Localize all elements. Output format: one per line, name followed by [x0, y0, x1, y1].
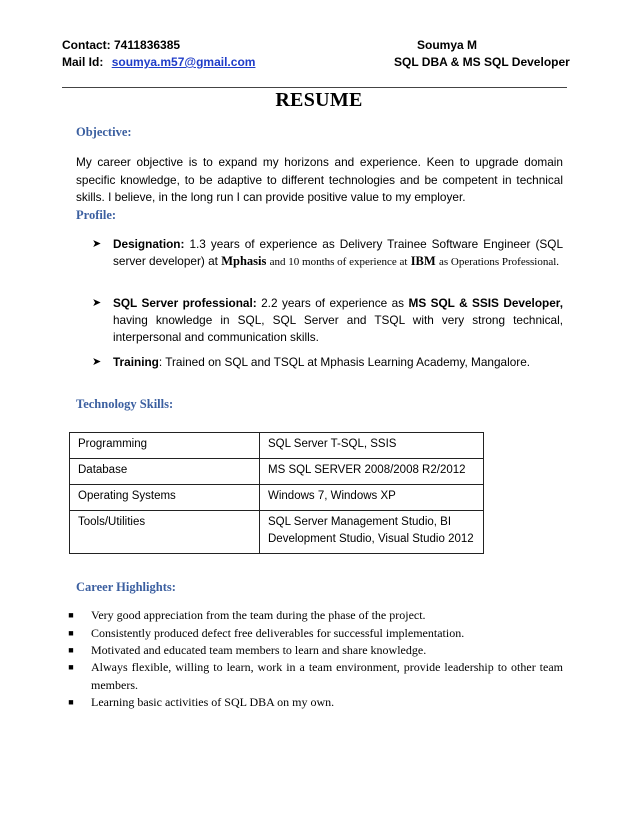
arrow-bullet-icon: ➤	[92, 356, 102, 368]
profile-item-sql-server	[92, 295, 563, 346]
skill-value: SQL Server T-SQL, SSIS	[260, 433, 484, 459]
profile-item-training	[92, 354, 563, 371]
candidate-name: Soumya M	[417, 38, 478, 52]
table-row	[70, 511, 484, 554]
skills-heading: Technology Skills:	[76, 397, 174, 411]
table-row	[70, 485, 484, 511]
employer-ibm: IBM	[410, 254, 436, 268]
designation-text: 1.3 years of experience as Delivery Trainee Software Engineer (SQL server developer) at	[113, 237, 563, 268]
table-row	[70, 433, 484, 459]
designation-text-3: as Operations Professional.	[438, 256, 560, 268]
skill-category: Tools/Utilities	[70, 511, 260, 554]
table-row	[70, 459, 484, 485]
list-item	[68, 607, 563, 625]
profile-item-designation	[92, 236, 563, 271]
square-bullet-icon: ■	[68, 662, 74, 672]
skill-value: MS SQL SERVER 2008/2008 R2/2012	[260, 459, 484, 485]
training-text: : Trained on SQL and TSQL at Mphasis Learning Academy, Mangalore.	[158, 355, 531, 369]
list-item	[68, 625, 563, 643]
mail-label: Mail Id:	[62, 55, 104, 69]
highlights-heading: Career Highlights:	[76, 580, 176, 594]
skill-category: Database	[70, 459, 260, 485]
sql-ssis-developer: MS SQL & SSIS Developer,	[408, 296, 564, 310]
list-item	[68, 642, 563, 660]
skill-value: Windows 7, Windows XP	[260, 485, 484, 511]
sql-server-text: 2.2 years of experience as	[261, 296, 405, 310]
highlight-text: Motivated and educated team members to learn and share knowledge.	[91, 643, 427, 657]
objective-heading: Objective:	[76, 125, 132, 139]
skill-category: Operating Systems	[70, 485, 260, 511]
square-bullet-icon: ■	[68, 610, 74, 620]
arrow-bullet-icon: ➤	[92, 297, 102, 309]
contact-number: Contact: 7411836385	[62, 38, 181, 52]
skill-category: Programming	[70, 433, 260, 459]
skill-value: SQL Server Management Studio, BI Development Studio, Visual Studio 2012	[260, 511, 484, 554]
square-bullet-icon: ■	[68, 697, 74, 707]
highlight-text: Learning basic activities of SQL DBA on my own.	[91, 695, 335, 709]
designation-text-2: and 10 months of experience at	[269, 256, 408, 268]
square-bullet-icon: ■	[68, 628, 74, 638]
list-item	[68, 694, 563, 712]
sql-server-text-2: having knowledge in SQL, SQL Server and TSQL with very strong technical, interpersonal and communication skills.	[113, 313, 563, 344]
objective-text: My career objective is to expand my horizons and experience. Keen to upgrade domain specific knowledge, to be adaptive to different technologies and be competent in technical skills. I believe, in the long run I can provide positive value to my employer.	[76, 155, 563, 204]
email-link[interactable]: soumya.m57@gmail.com	[111, 55, 256, 69]
page-title: RESUME	[275, 89, 363, 111]
header-divider	[62, 87, 567, 88]
employer-mphasis: Mphasis	[221, 254, 267, 268]
candidate-role: SQL DBA & MS SQL Developer	[394, 55, 570, 69]
arrow-bullet-icon: ➤	[92, 238, 102, 250]
square-bullet-icon: ■	[68, 645, 74, 655]
skills-table	[69, 432, 484, 554]
highlight-text: Consistently produced defect free deliverables for successful implementation.	[91, 626, 465, 640]
highlight-text: Always flexible, willing to learn, work in a team environment, provide leadership to other team members.	[91, 660, 563, 692]
list-item	[68, 659, 563, 694]
training-label: Training	[113, 355, 159, 369]
profile-heading: Profile:	[76, 208, 117, 222]
mail-line	[62, 55, 255, 69]
sql-server-label: SQL Server professional:	[113, 296, 257, 310]
highlight-text: Very good appreciation from the team during the phase of the project.	[91, 608, 426, 622]
designation-label: Designation:	[113, 237, 185, 251]
